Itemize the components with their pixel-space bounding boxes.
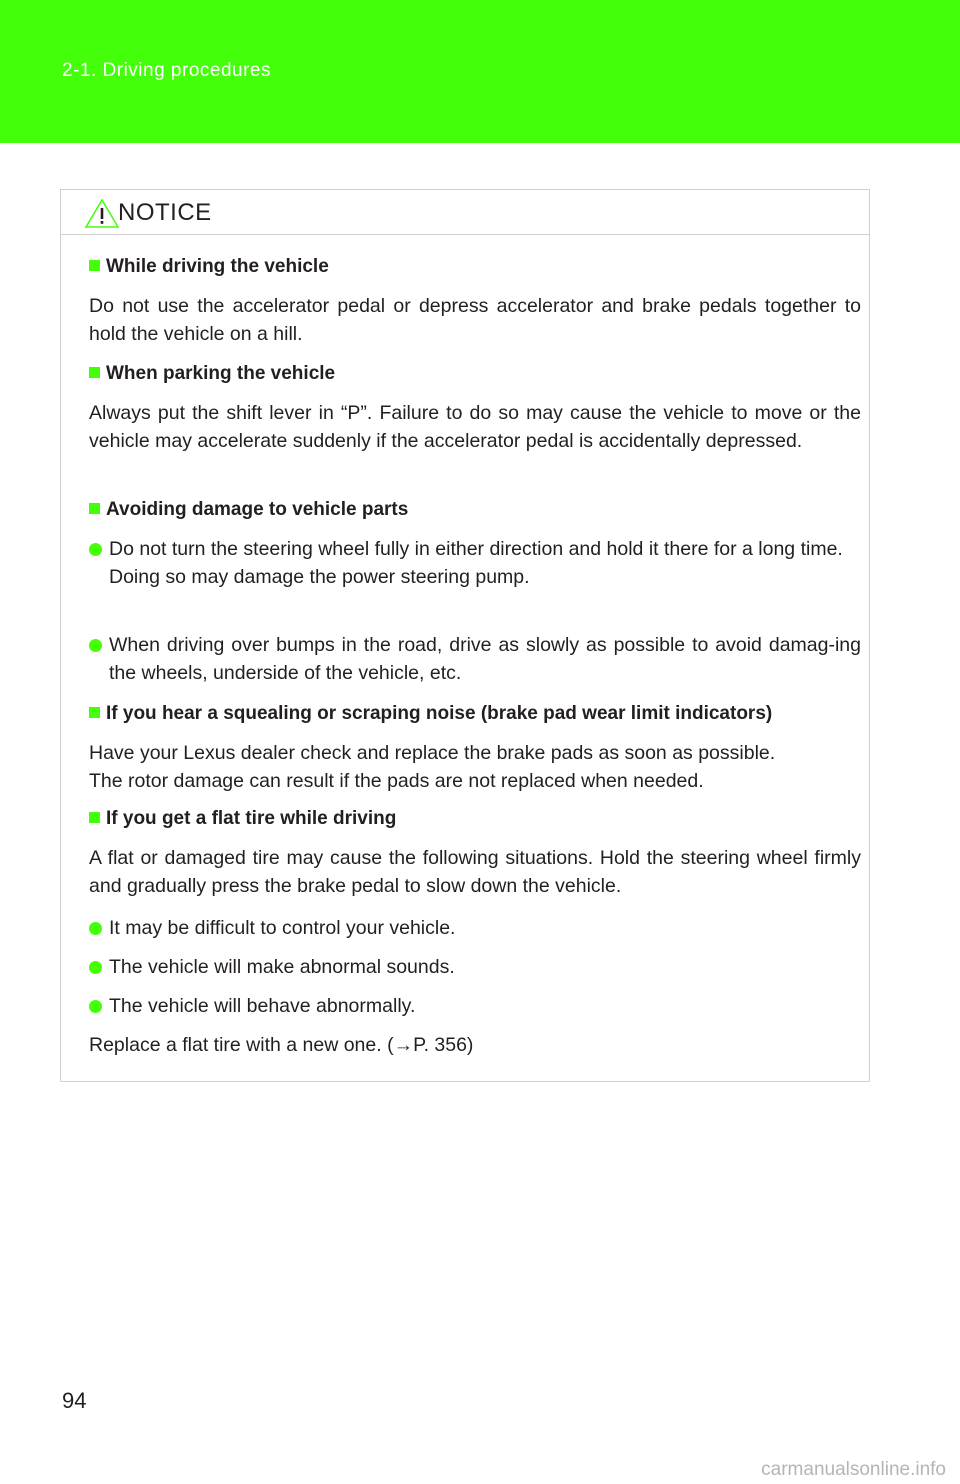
round-bullet-icon — [89, 543, 102, 556]
section-title: 2-1. Driving procedures — [62, 60, 271, 81]
section-heading: Avoiding damage to vehicle parts — [89, 499, 408, 521]
page-number: 94 — [62, 1388, 87, 1413]
watermark: carmanualsonline.info — [761, 1459, 946, 1480]
round-bullet-icon — [89, 961, 102, 974]
list-item: It may be difficult to control your vehicle. — [89, 914, 861, 942]
square-bullet-icon — [89, 367, 100, 378]
list-item: Do not turn the steering wheel fully in either direction and hold it there for a long time. Doing so may damage the power steering pump. — [89, 535, 861, 591]
round-bullet-icon — [89, 639, 102, 652]
paragraph: Do not use the accelerator pedal or depress accelerator and brake pedals together to hold the vehicle on a hill. — [89, 295, 861, 345]
list-item: The vehicle will make abnormal sounds. — [89, 953, 861, 981]
paragraph: A flat or damaged tire may cause the following situations. Hold the steering wheel firmly and gradually press the brake pedal to slow down the vehicle. — [89, 847, 861, 897]
paragraph: Have your Lexus dealer check and replace the brake pads as soon as possible. — [89, 742, 776, 764]
list-item: When driving over bumps in the road, drive as slowly as possible to avoid damag-ing the wheels, underside of the vehicle, etc. — [89, 631, 861, 687]
page-reference: Replace a flat tire with a new one. (→P. 356) — [89, 1034, 474, 1056]
round-bullet-icon — [89, 922, 102, 935]
square-bullet-icon — [89, 707, 100, 718]
notice-label: NOTICE — [118, 199, 212, 226]
notice-header — [61, 190, 869, 235]
paragraph: Always put the shift lever in “P”. Failure to do so may cause the vehicle to move or the vehicle may accelerate suddenly if the accelerator pedal is accidentally depressed. — [89, 402, 861, 452]
list-item: The vehicle will behave abnormally. — [89, 992, 861, 1020]
square-bullet-icon — [89, 812, 100, 823]
header-bar — [0, 0, 960, 143]
section-heading: If you hear a squealing or scraping noise (brake pad wear limit indicators) — [89, 703, 772, 725]
square-bullet-icon — [89, 503, 100, 514]
round-bullet-icon — [89, 1000, 102, 1013]
notice-box — [60, 189, 870, 1082]
section-heading: If you get a flat tire while driving — [89, 808, 396, 830]
paragraph: The rotor damage can result if the pads are not replaced when needed. — [89, 770, 704, 792]
section-heading: When parking the vehicle — [89, 363, 335, 385]
square-bullet-icon — [89, 260, 100, 271]
warning-triangle-icon — [84, 197, 120, 229]
section-heading: While driving the vehicle — [89, 256, 329, 278]
